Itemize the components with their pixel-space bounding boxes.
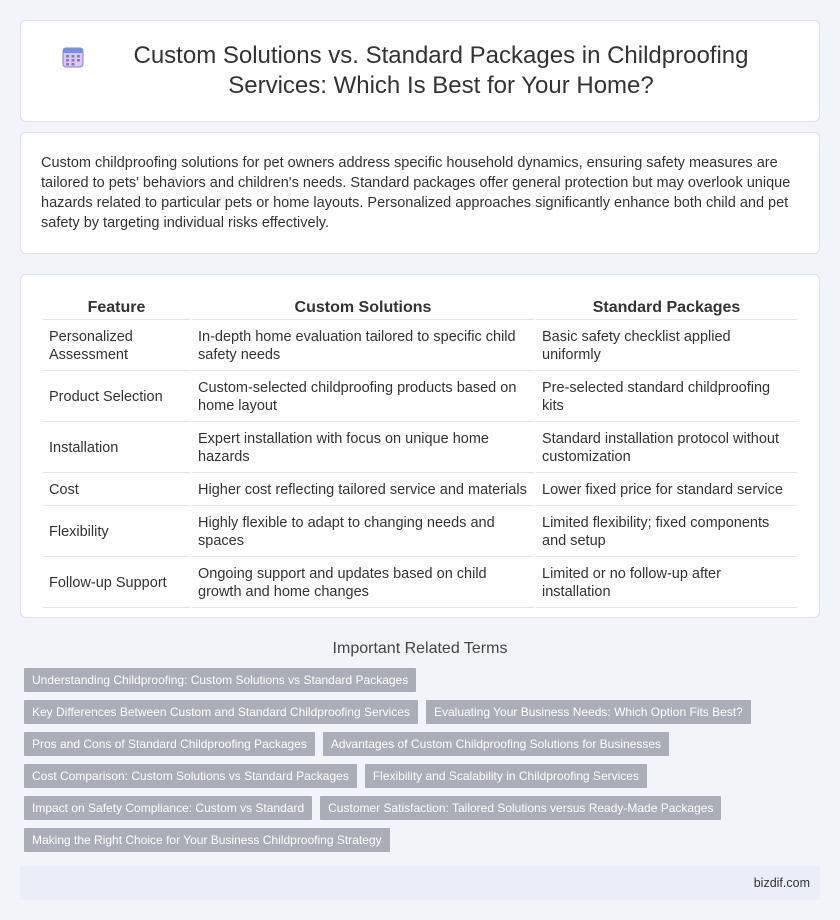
standard-cell: Limited flexibility; fixed components and setup (536, 508, 797, 557)
related-term-tag[interactable]: Making the Right Choice for Your Business Childproofing Strategy (24, 828, 390, 852)
table-row (43, 424, 797, 473)
custom-cell: Higher cost reflecting tailored service and materials (192, 475, 534, 506)
site-name[interactable]: bizdif.com (753, 876, 810, 890)
intro-text: Custom childproofing solutions for pet owners address specific household dynamics, ensuring safety measures are tailored to pets' behaviors and children's needs. Standard packages offer general protection but may overlook unique hazards related to particular pets or home layouts. Personalized approaches significantly enhance both child and pet safety by targeting individual risks effectively. (41, 155, 791, 231)
custom-cell: Expert installation with focus on unique home hazards (192, 424, 534, 473)
table-row (43, 373, 797, 422)
related-term-tag[interactable]: Cost Comparison: Custom Solutions vs Standard Packages (24, 764, 357, 788)
table-row (43, 322, 797, 371)
related-terms-list (24, 668, 816, 860)
footer (20, 866, 820, 900)
table-row (43, 508, 797, 557)
standard-cell: Lower fixed price for standard service (536, 475, 797, 506)
related-term-tag[interactable]: Understanding Childproofing: Custom Solutions vs Standard Packages (24, 668, 416, 692)
comparison-card (20, 274, 820, 618)
table-header-row (43, 295, 797, 320)
page-title: Custom Solutions vs. Standard Packages in Childproofing Services: Which Is Best for Your Home? (133, 42, 749, 99)
related-term-tag[interactable]: Key Differences Between Custom and Standard Childproofing Services (24, 700, 418, 724)
table-row (43, 559, 797, 608)
custom-cell: In-depth home evaluation tailored to specific child safety needs (192, 322, 534, 371)
comparison-table (41, 293, 799, 610)
feature-cell: Product Selection (43, 373, 190, 422)
related-terms-title: Important Related Terms (332, 640, 508, 657)
column-header: Custom Solutions (192, 295, 534, 320)
calendar-icon (61, 45, 85, 69)
table-row (43, 475, 797, 506)
related-term-tag[interactable]: Pros and Cons of Standard Childproofing Packages (24, 732, 315, 756)
intro-card (20, 132, 820, 254)
feature-cell: Personalized Assessment (43, 322, 190, 371)
feature-cell: Installation (43, 424, 190, 473)
column-header: Standard Packages (536, 295, 797, 320)
standard-cell: Limited or no follow-up after installation (536, 559, 797, 608)
custom-cell: Highly flexible to adapt to changing needs and spaces (192, 508, 534, 557)
standard-cell: Basic safety checklist applied uniformly (536, 322, 797, 371)
related-term-tag[interactable]: Advantages of Custom Childproofing Solutions for Businesses (323, 732, 669, 756)
standard-cell: Pre-selected standard childproofing kits (536, 373, 797, 422)
related-term-tag[interactable]: Impact on Safety Compliance: Custom vs Standard (24, 796, 312, 820)
feature-cell: Cost (43, 475, 190, 506)
header-card (20, 20, 820, 122)
custom-cell: Custom-selected childproofing products based on home layout (192, 373, 534, 422)
column-header: Feature (43, 295, 190, 320)
feature-cell: Follow-up Support (43, 559, 190, 608)
related-term-tag[interactable]: Flexibility and Scalability in Childproofing Services (365, 764, 647, 788)
feature-cell: Flexibility (43, 508, 190, 557)
related-term-tag[interactable]: Evaluating Your Business Needs: Which Option Fits Best? (426, 700, 751, 724)
related-term-tag[interactable]: Customer Satisfaction: Tailored Solutions versus Ready-Made Packages (320, 796, 721, 820)
custom-cell: Ongoing support and updates based on child growth and home changes (192, 559, 534, 608)
standard-cell: Standard installation protocol without customization (536, 424, 797, 473)
